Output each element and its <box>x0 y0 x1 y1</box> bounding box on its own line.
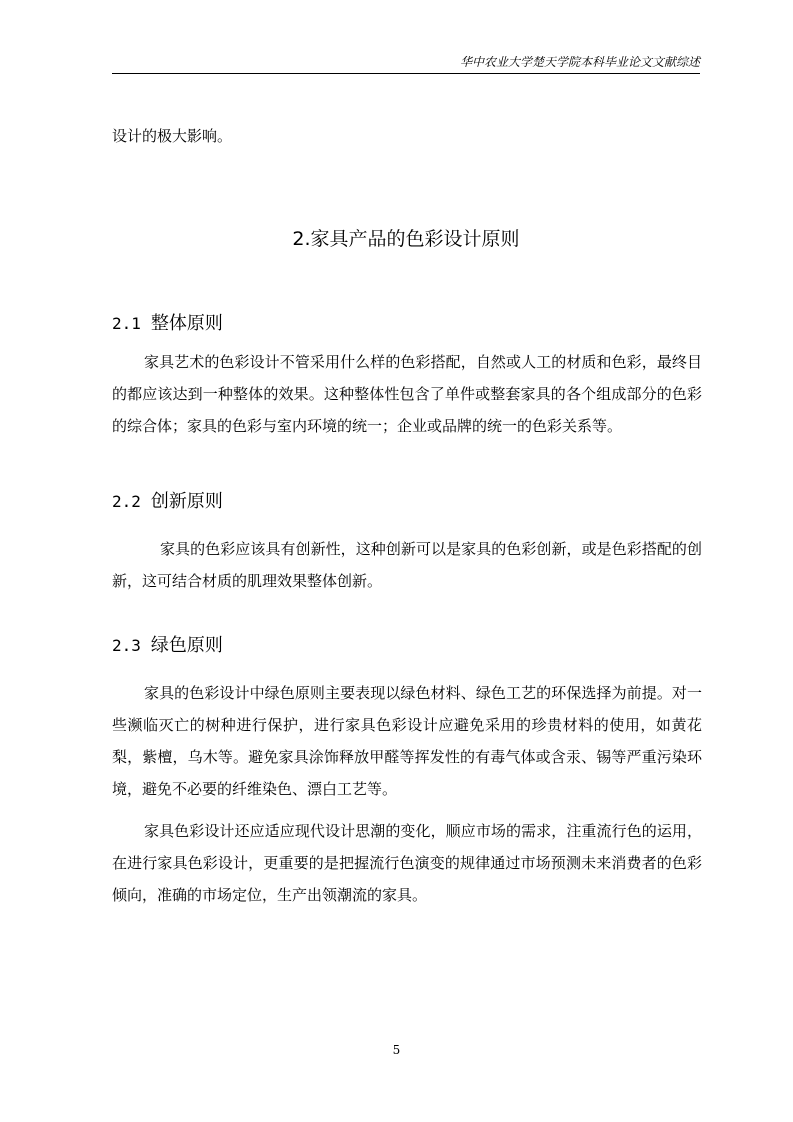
section-number: 2.1 <box>112 314 141 333</box>
section-heading-2-1 <box>112 310 700 338</box>
section-number: 2.3 <box>112 636 141 655</box>
body-paragraph: 家具色彩设计还应适应现代设计思潮的变化，顺应市场的需求，注重流行色的运用，在进行家具色彩设计，更重要的是把握流行色演变的规律通过市场预测未来消费者的色彩倾向，准确的市场定位，生产出领潮流的家具。 <box>112 822 702 904</box>
running-header: 华中农业大学楚天学院本科毕业论文文献综述 <box>459 55 700 69</box>
body-paragraph: 家具的色彩应该具有创新性，这种创新可以是家具的色彩创新，或是色彩搭配的创新，这可结合材质的肌理效果整体创新。 <box>112 540 702 590</box>
section-heading-2-2 <box>112 488 700 516</box>
section-title: 创新原则 <box>150 491 223 512</box>
page-number: 5 <box>392 1043 401 1057</box>
section-title: 绿色原则 <box>150 635 223 656</box>
chapter-title: 2.家具产品的色彩设计原则 <box>292 228 520 250</box>
body-paragraph: 家具的色彩设计中绿色原则主要表现以绿色材料、绿色工艺的环保选择为前提。对一些濒临灭亡的树种进行保护，进行家具色彩设计应避免采用的珍贵材料的使用，如黄花梨，紫檀，乌木等。避免家具涂饰释放甲醛等挥发性的有毒气体或含汞、锡等严重污染环境，避免不必要的纤维染色、漂白工艺等。 <box>112 684 702 798</box>
carryover-paragraph: 设计的极大影响。 <box>112 127 233 145</box>
section-title: 整体原则 <box>150 313 223 334</box>
section-heading-2-3 <box>112 632 700 660</box>
header-rule <box>112 73 700 74</box>
body-paragraph: 家具艺术的色彩设计不管采用什么样的色彩搭配，自然或人工的材质和色彩，最终目的都应该达到一种整体的效果。这种整体性包含了单件或整套家具的各个组成部分的色彩的综合体；家具的色彩与室内环境的统一；企业或品牌的统一的色彩关系等。 <box>112 353 702 435</box>
section-number: 2.2 <box>112 492 141 511</box>
